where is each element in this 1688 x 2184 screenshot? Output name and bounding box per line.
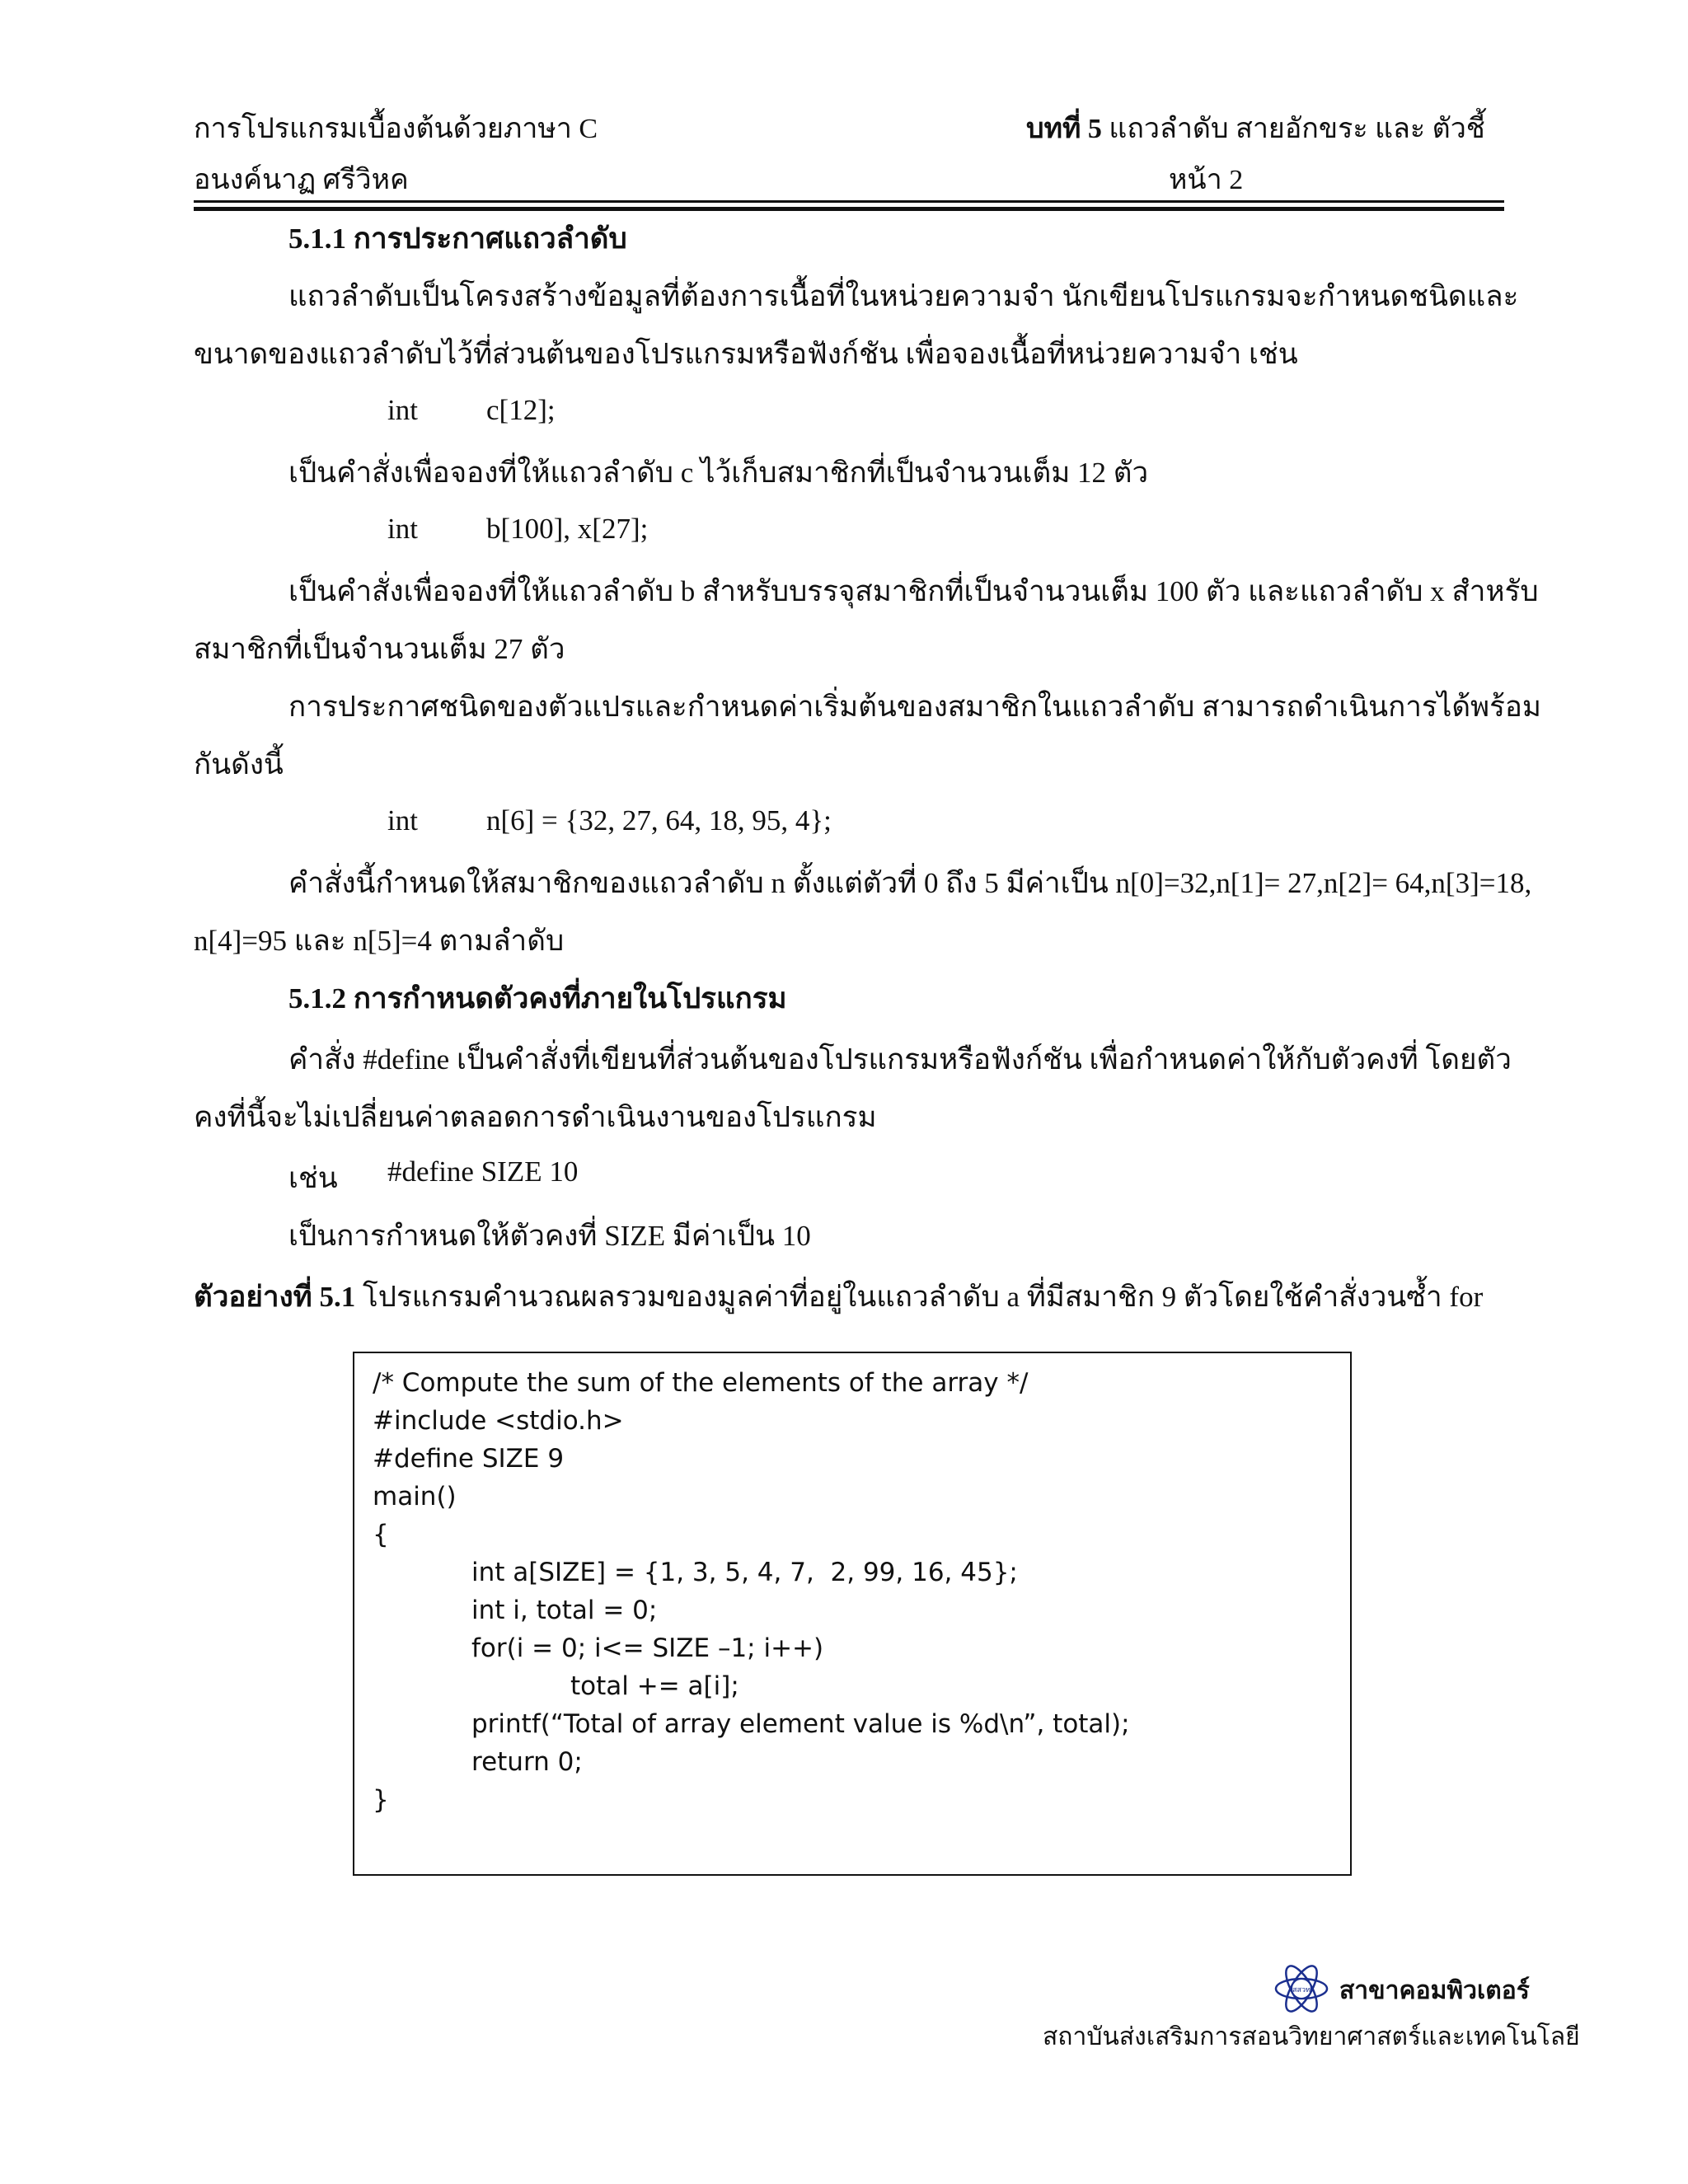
code-line: printf(“Total of array element value is %d\n”, total);	[471, 1709, 1130, 1739]
code-line: int a[SIZE] = {1, 3, 5, 4, 7, 2, 99, 16, 45};	[471, 1558, 1018, 1587]
page-number: หน้า 2	[1169, 165, 1244, 195]
example-label: ตัวอย่างที่ 5.1	[194, 1281, 356, 1313]
header-rule-bottom	[194, 207, 1504, 211]
example-caption	[194, 1274, 1483, 1319]
header-rule-top	[194, 200, 1504, 203]
paragraph-line: เป็นการกำหนดให้ตัวคงที่ SIZE มีค่าเป็น 10	[288, 1220, 811, 1252]
book-title: การโปรแกรมเบื้องต้นด้วยภาษา C	[194, 114, 598, 144]
chapter-label: บทที่ 5	[1026, 114, 1102, 144]
paragraph-line: คำสั่ง #define เป็นคำสั่งที่เขียนที่ส่วนต้นของโปรแกรมหรือฟังก์ชัน เพื่อกำหนดค่าให้กับตัวคงที่ โดยตัว	[288, 1043, 1512, 1076]
code-line: int i, total = 0;	[471, 1596, 658, 1625]
code-line: {	[373, 1520, 389, 1549]
code-line: #include <stdio.h>	[373, 1406, 624, 1436]
institute-name: สถาบันส่งเสริมการสอนวิทยาศาสตร์และเทคโนโลยี	[1043, 2023, 1580, 2050]
example-word: เช่น	[288, 1162, 338, 1194]
paragraph-line: สมาชิกที่เป็นจำนวนเต็ม 27 ตัว	[194, 633, 565, 665]
code-declaration: n[6] = {32, 27, 64, 18, 95, 4};	[486, 804, 832, 837]
paragraph-line: n[4]=95 และ n[5]=4 ตามลำดับ	[194, 925, 565, 957]
code-line: #define SIZE 9	[373, 1444, 565, 1474]
section-heading-512: 5.1.2 การกำหนดตัวคงที่ภายในโปรแกรม	[288, 982, 787, 1015]
example-description: โปรแกรมคำนวณผลรวมของมูลค่าที่อยู่ในแถวลำดับ a ที่มีสมาชิก 9 ตัวโดยใช้คำสั่งวนซ้ำ for	[355, 1281, 1484, 1313]
paragraph-line: คงที่นี้จะไม่เปลี่ยนค่าตลอดการดำเนินงานของโปรแกรม	[194, 1101, 877, 1133]
paragraph-line: ขนาดของแถวลำดับไว้ที่ส่วนต้นของโปรแกรมหรือฟังก์ชัน เพื่อจองเนื้อที่หน่วยความจำ เช่น	[194, 338, 1298, 370]
code-line: total += a[i];	[570, 1671, 739, 1701]
paragraph-line: แถวลำดับเป็นโครงสร้างข้อมูลที่ต้องการเนื้อที่ในหน่วยความจำ นักเขียนโปรแกรมจะกำหนดชนิดและ	[288, 280, 1519, 312]
institute-logo-icon	[1273, 1963, 1329, 2014]
chapter-title: แถวลำดับ สายอักขระ และ ตัวชี้	[1109, 114, 1485, 144]
paragraph-line: การประกาศชนิดของตัวแปรและกำหนดค่าเริ่มต้นของสมาชิกในแถวลำดับ สามารถดำเนินการได้พร้อม	[288, 691, 1542, 723]
code-line: main()	[373, 1482, 457, 1511]
code-line: /* Compute the sum of the elements of the array */	[373, 1368, 1029, 1398]
paragraph-line: คำสั่งนี้กำหนดให้สมาชิกของแถวลำดับ n ตั้งแต่ตัวที่ 0 ถึง 5 มีค่าเป็น n[0]=32,n[1]= 27,n[2]= 64,n[3]=18,	[288, 867, 1532, 899]
department-name: สาขาคอมพิวเตอร์	[1339, 1977, 1530, 2004]
logo-text: สสวท	[1292, 1986, 1311, 1994]
define-example: #define SIZE 10	[387, 1155, 579, 1188]
chapter-heading	[1026, 105, 1485, 150]
author-name: อนงค์นาฏ ศรีวิหค	[194, 165, 409, 195]
paragraph-line: เป็นคำสั่งเพื่อจองที่ให้แถวลำดับ c ไว้เก็บสมาชิกที่เป็นจำนวนเต็ม 12 ตัว	[288, 457, 1149, 489]
code-line: return 0;	[471, 1747, 583, 1777]
code-type: int	[387, 513, 418, 545]
code-declaration: c[12];	[486, 394, 556, 426]
paragraph-line: กันดังนี้	[194, 748, 284, 780]
paragraph-line: เป็นคำสั่งเพื่อจองที่ให้แถวลำดับ b สำหรับบรรจุสมาชิกที่เป็นจำนวนเต็ม 100 ตัว และแถวลำดับ x สำหรับ	[288, 575, 1539, 607]
code-declaration: b[100], x[27];	[486, 513, 649, 545]
code-type: int	[387, 804, 418, 837]
code-line: }	[373, 1785, 389, 1815]
code-line: for(i = 0; i<= SIZE –1; i++)	[471, 1633, 824, 1663]
section-heading-511: 5.1.1 การประกาศแถวลำดับ	[288, 223, 627, 255]
code-type: int	[387, 394, 418, 426]
